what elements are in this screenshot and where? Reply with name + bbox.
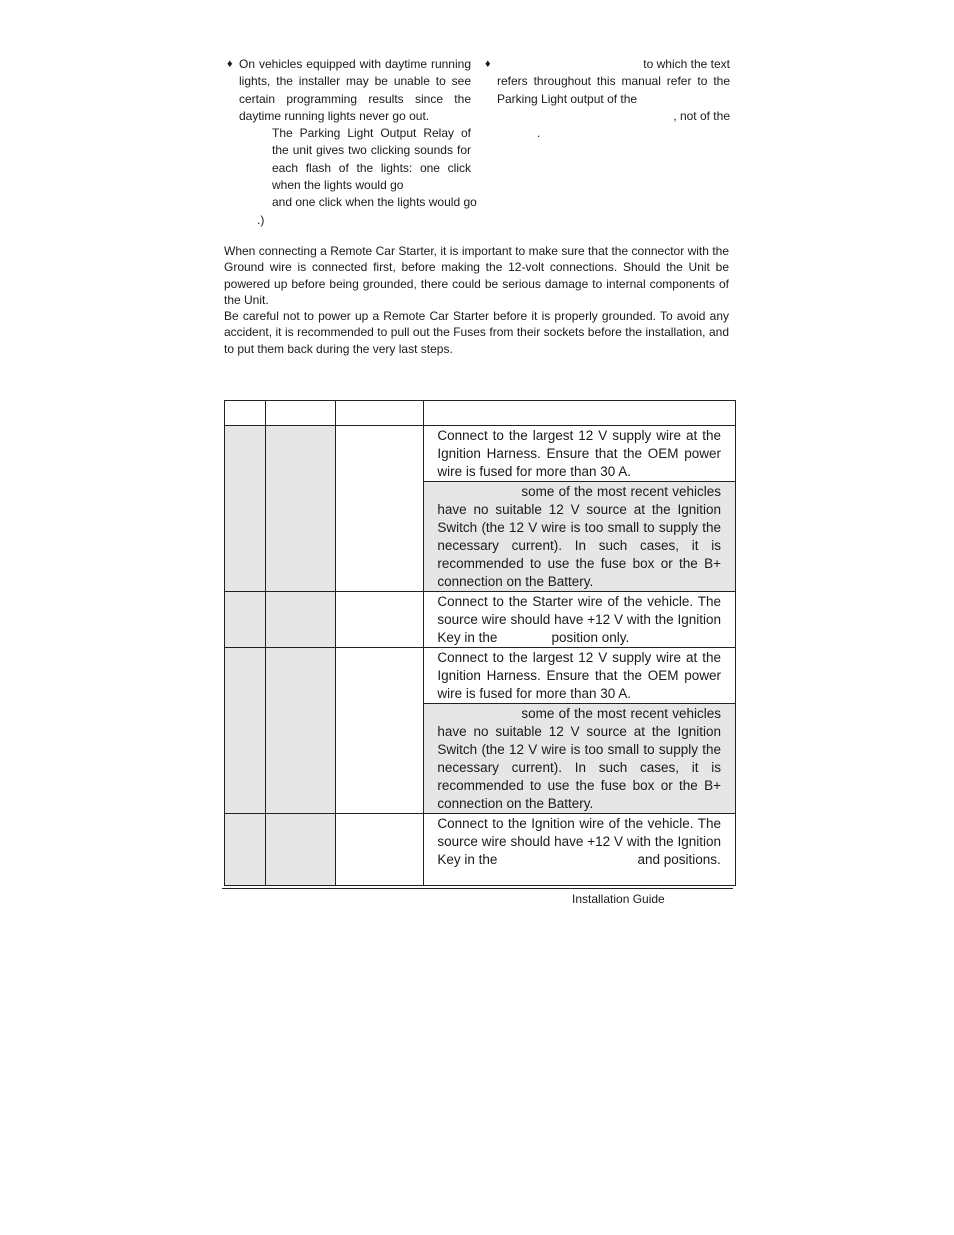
header-cell-color xyxy=(265,401,335,426)
table-row xyxy=(225,426,736,482)
note-parking-light-line4: . xyxy=(537,126,541,141)
note-relay-click-text: The Parking Light Output Relay of the unit gives two clicking sounds for each flash of the lights: one click when the lights would go xyxy=(272,126,471,193)
header-cell-description xyxy=(424,401,736,426)
function-cell xyxy=(335,426,424,592)
note-relay-click-cont xyxy=(239,194,477,211)
header-cell-function xyxy=(335,401,424,426)
note-parking-light-line2: refers throughout this manual refer to the Parking Light output of the xyxy=(497,74,730,106)
note-relay-click-end: .) xyxy=(257,212,265,227)
note-daytime-lights xyxy=(227,56,471,125)
footer-label: Installation Guide xyxy=(572,892,665,906)
color-cell xyxy=(265,814,335,886)
description-cell xyxy=(424,814,736,886)
notes-left-column xyxy=(227,56,477,229)
table-row xyxy=(225,814,736,886)
note-parking-light xyxy=(485,56,730,73)
grounding-warning-p1: When connecting a Remote Car Starter, it is important to make sure that the connector with the Ground wire is connected first, before making the 12-volt connections. Should the Unit be powered up before being grounded, there could be serious damage to internal components of the Unit. xyxy=(224,244,729,307)
note-cell: some of the most recent vehicles have no suitable 12 V source at the Ignition Switch (the 12 V wire is too small to supply the necessary current). In such cases, it is recommended to use the fuse box or the B+ connection on the Battery. xyxy=(424,704,736,814)
pin-cell xyxy=(225,592,266,648)
pin-cell xyxy=(225,426,266,592)
description-text-c: positions. xyxy=(663,852,721,867)
table-header-row xyxy=(225,401,736,426)
description-cell: Connect to the largest 12 V supply wire at the Ignition Harness. Ensure that the OEM power wire is fused for more than 30 A. xyxy=(424,426,736,482)
header-cell-pin xyxy=(225,401,266,426)
note-parking-light-line3: , not of the xyxy=(673,108,730,123)
grounding-warning-p2: Be careful not to power up a Remote Car Starter before it is properly grounded. To avoid any accident, it is recommended to pull out the Fuses from their sockets before the installation, and to put them back during the very last steps. xyxy=(224,309,729,356)
color-cell xyxy=(265,592,335,648)
color-cell xyxy=(265,426,335,592)
function-cell xyxy=(335,592,424,648)
bullet-icon: ♦ xyxy=(485,58,491,70)
description-text: Connect to the Starter wire of the vehicle. The source wire should have +12 V with the Ignition Key in the xyxy=(437,594,721,645)
description-text-b: position only. xyxy=(551,630,630,645)
note-parking-light-line1: to which the text xyxy=(643,57,730,71)
table-row xyxy=(225,592,736,648)
footer-divider xyxy=(222,888,733,889)
function-cell xyxy=(335,648,424,814)
color-cell xyxy=(265,648,335,814)
description-cell xyxy=(424,592,736,648)
note-cell: some of the most recent vehicles have no suitable 12 V source at the Ignition Switch (the 12 V wire is too small to supply the necessary current). In such cases, it is recommended to use the fuse box or the B+ connection on the Battery. xyxy=(424,482,736,592)
description-text: Connect to the Ignition wire of the vehicle. The source wire should have +12 V with the Ignition Key in the xyxy=(437,816,721,867)
wiring-table xyxy=(224,400,736,886)
note-relay-click-cont-text: and one click when the lights would go xyxy=(272,195,477,210)
note-daytime-lights-text: On vehicles equipped with daytime running lights, the installer may be unable to see certain programming results since the daytime running lights never go out. xyxy=(239,57,471,123)
description-text-b: and xyxy=(637,852,660,867)
bullet-icon: ♦ xyxy=(227,58,233,70)
notes-right-column xyxy=(485,56,730,142)
pin-cell xyxy=(225,648,266,814)
pin-cell xyxy=(225,814,266,886)
description-cell: Connect to the largest 12 V supply wire at the Ignition Harness. Ensure that the OEM power wire is fused for more than 30 A. xyxy=(424,648,736,704)
table-row xyxy=(225,648,736,704)
function-cell xyxy=(335,814,424,886)
grounding-warning xyxy=(224,243,729,357)
